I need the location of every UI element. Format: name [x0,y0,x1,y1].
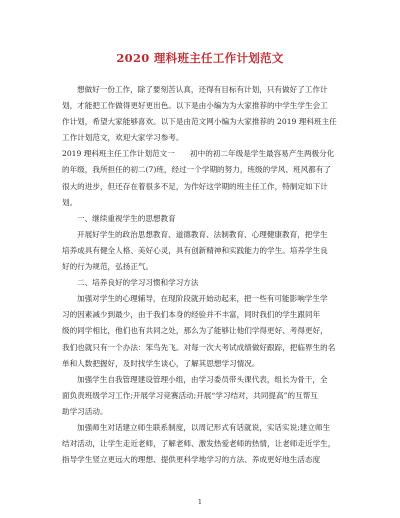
text-line: 想做好一份工作，除了要刻苦认真，还得有目标有计划，只有做好了工作计 [77,85,328,94]
text-line: 作计划，希望大家能够喜欢。以下是由范文网小编为大家推荐的 2019 理科班主任 [62,117,337,127]
text-line: 很大的进步，但还存在着很多不足，为作好这学期的班主任工作，特制定如下计 [62,181,328,191]
document-title: 2020 理科班主任工作计划范文 [116,51,284,65]
text-line: 开展好学生的政治思想教育、道德教育、法制教育、心理健康教育，把学生 [77,229,328,239]
text-line: 习的因素减少到最少，由于我们本身的经验并不丰富，同时我们的学生跟同年 [62,310,321,320]
text-line: 2019 理科班主任工作计划范文一 初中的初二年级是学生最容易产生两极分化 [62,149,335,159]
text-line: 二、培养良好的学习习惯和学习方法 [77,278,199,288]
text-line: 我们也就只有一个办法：笨鸟先飞。对每一次大考试成绩做好跟踪，把临界生的名 [62,342,336,352]
text-line: 划，才能把工作做得更好更出色。以下是由小编为为大家推荐的中学生学生会工 [62,101,328,111]
text-line: 好的行为规范，弘扬正气。 [62,262,154,272]
text-line: 面负责班级学习工作;开展学习竞赛活动;开展“学习结对，共同提高”的互帮互 [62,390,318,400]
text-line: 助学习活动。 [62,406,108,416]
text-line: 结对活动，让学生走近老师，了解老师、激发热爱老师的热情，让老师走近学生， [62,439,336,449]
text-line: 一、继续重视学生的思想教育 [77,213,176,223]
text-line: 划。 [62,197,78,207]
text-line: 加强学生自我管理建设管理小组，由学习委员带头课代表，组长为骨干，全 [77,374,328,384]
text-line: 加强师生对话建立师生联系制度，以周记形式有话就说，实话实说;建立师生 [77,422,331,432]
text-line: 指导学生竖立更远大的理想、提供更科学地学习的方法、养成更好地生活态度 [62,455,321,465]
text-line: 单和人数把握好，及时找学生谈心，了解其思想学习情况。 [62,358,260,368]
page-number: 1 [197,498,203,506]
text-line: 的年级，我所担任的初二(7)班，经过一个学期的努力，班级的学风、班风都有了 [62,165,331,175]
text-line: 加强对学生的心理辅导，在现阶段就开始动起来，把一些有可能影响学生学 [77,294,328,304]
text-line: 级的同学相比，他们也有共同之处，那么为了能够让他们学得更好、考得更好， [62,326,328,336]
text-line: 培养成具有健全人格、美好心灵，具有创新精神和实践能力的学生。培养学生良 [62,245,328,255]
text-line: 工作计划范文，欢迎大家学习参考。 [62,133,184,143]
document-body [62,82,348,468]
